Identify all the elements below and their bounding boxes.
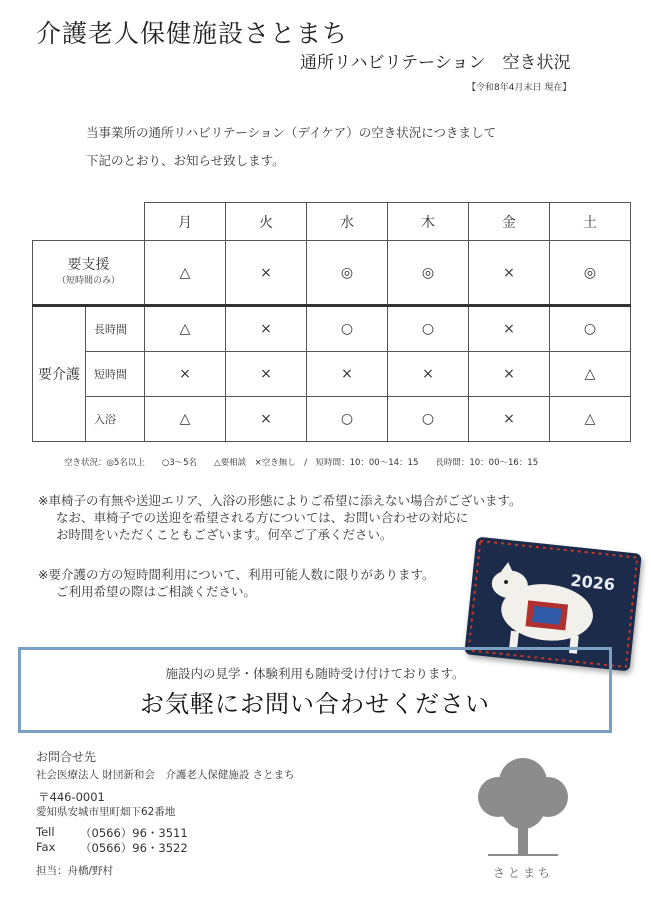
status-cell: × [145, 352, 226, 397]
status-cell: ○ [307, 306, 388, 352]
callout-headline: お気軽にお問い合わせください [140, 690, 490, 718]
status-cell: × [388, 352, 469, 397]
status-cell: × [469, 352, 550, 397]
shien-label: 要支援 [67, 256, 110, 273]
status-cell: ◎ [550, 241, 631, 306]
status-cell: △ [145, 306, 226, 352]
status-cell: × [469, 241, 550, 306]
table-corner [33, 203, 145, 241]
contact-heading: お問合せ先 [36, 750, 97, 764]
day-header: 金 [469, 203, 550, 241]
table-legend: 空き状況：◎5名以上 ○3～5名 △要相談 ×空き無し / 短時間：10：00～14：15 長時間：10：00～16：15 [64, 458, 539, 468]
table-row-kaigo-long [33, 306, 631, 352]
note-2-line-2: ご利用希望の際はご相談ください。 [56, 584, 257, 599]
sub-label-short: 短時間 [86, 352, 145, 397]
contact-tel-label: Tell [36, 825, 55, 839]
status-cell: ◎ [388, 241, 469, 306]
status-cell: ◎ [307, 241, 388, 306]
intro-line-2: 下記のとおり、お知らせ致します。 [86, 153, 285, 168]
shien-sublabel: （短時間のみ） [56, 275, 120, 286]
status-cell: × [307, 352, 388, 397]
photo-year-text: 2026 [569, 570, 616, 595]
callout-visit-text: 施設内の見学・体験利用も随時受け付けております。 [165, 666, 465, 681]
sub-label-bath: 入浴 [86, 397, 145, 442]
status-cell: ○ [388, 306, 469, 352]
status-cell: △ [550, 397, 631, 442]
page-subtitle: 通所リハビリテーション 空き状況 [300, 53, 571, 73]
logo-text: さとまち [493, 866, 554, 880]
day-header: 木 [388, 203, 469, 241]
note-2-line-1: ※要介護の方の短時間利用について、利用可能人数に限りがあります。 [38, 567, 435, 582]
status-cell: × [226, 352, 307, 397]
table-row-kaigo-short [33, 352, 631, 397]
contact-staff: 担当：舟橋/野村 [36, 865, 114, 877]
table-header-row [33, 203, 631, 241]
table-row-kaigo-bath [33, 397, 631, 442]
status-cell: △ [145, 397, 226, 442]
contact-fax-label: Fax [36, 840, 56, 854]
sub-label-long: 長時間 [86, 306, 145, 352]
row-label-kaigo: 要介護 [33, 306, 86, 442]
inquiry-callout [18, 647, 612, 733]
status-cell: × [469, 397, 550, 442]
contact-fax-number: （0566）96・3522 [80, 841, 188, 855]
status-cell: △ [550, 352, 631, 397]
status-cell: × [226, 241, 307, 306]
status-cell: △ [145, 241, 226, 306]
row-label-shien [33, 241, 145, 306]
status-cell: × [226, 306, 307, 352]
contact-tel-number: （0566）96・3511 [80, 826, 188, 840]
status-cell: ○ [388, 397, 469, 442]
status-cell: × [226, 397, 307, 442]
day-header: 月 [145, 203, 226, 241]
status-cell: ○ [307, 397, 388, 442]
day-header: 火 [226, 203, 307, 241]
tree-logo-icon [468, 752, 578, 862]
status-cell: ○ [550, 306, 631, 352]
as-of-date: 【令和8年4月末日 現在】 [467, 83, 572, 93]
page-title: 介護老人保健施設さとまち [36, 19, 349, 48]
note-1-line-1: ※車椅子の有無や送迎エリア、入浴の形態によりご希望に添えない場合がございます。 [38, 493, 522, 508]
note-1-line-2: なお、車椅子での送迎を希望される方については、お問い合わせの対応に [56, 510, 469, 525]
intro-line-1: 当事業所の通所リハビリテーション（デイケア）の空き状況につきまして [86, 125, 497, 140]
satomachi-logo [468, 752, 578, 882]
contact-postal-code: 〒446-0001 [38, 790, 105, 804]
status-cell: × [469, 306, 550, 352]
note-1-line-3: お時間をいただくこともございます。何卒ご了承ください。 [56, 527, 393, 542]
table-row-shien [33, 241, 631, 306]
contact-organization: 社会医療法人 財団新和会 介護老人保健施設 さとまち [36, 769, 295, 781]
day-header: 土 [550, 203, 631, 241]
availability-table [32, 202, 631, 442]
contact-address: 愛知県安城市里町畑下62番地 [36, 806, 176, 818]
day-header: 水 [307, 203, 388, 241]
